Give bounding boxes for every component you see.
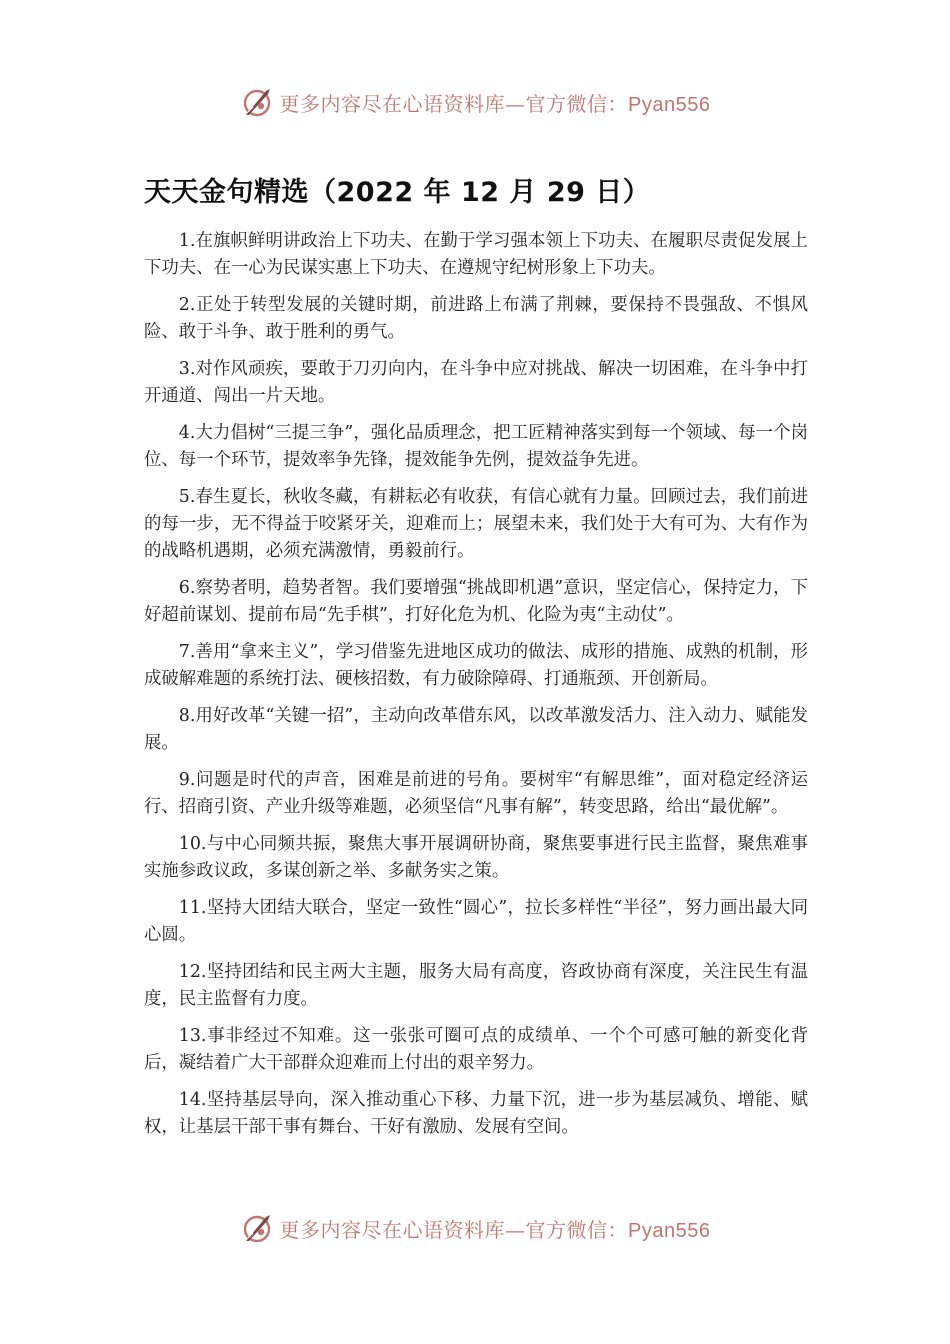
list-item: 3.对作风顽疾，要敢于刀刃向内，在斗争中应对挑战、解决一切困难，在斗争中打开通道、闯出一片天地。 <box>144 359 808 406</box>
footer-banner <box>0 1208 950 1248</box>
banner-slogan: 更多内容尽在心语资料库—官方微信： <box>279 91 629 116</box>
list-item: 12.坚持团结和民主两大主题，服务大局有高度，咨政协商有深度，关注民生有温度，民主监督有力度。 <box>144 962 808 1009</box>
quill-pen-circle-icon <box>240 85 274 119</box>
list-item: 9.问题是时代的声音，困难是前进的号角。要树牢“有解思维”，面对稳定经济运行、招商引资、产业升级等难题，必须坚信“凡事有解”，转变思路，给出“最优解”。 <box>144 770 808 817</box>
list-item: 2.正处于转型发展的关键时期，前进路上布满了荆棘，要保持不畏强敌、不惧风险、敢于斗争、敢于胜利的勇气。 <box>144 295 808 342</box>
list-item: 10.与中心同频共振，聚焦大事开展调研协商，聚焦要事进行民主监督，聚焦难事实施参政议政，多谋创新之举、多献务实之策。 <box>144 834 808 881</box>
banner-wechat-id: Pyan556 <box>628 1219 711 1242</box>
banner-text <box>280 1214 711 1243</box>
list-item: 7.善用“拿来主义”，学习借鉴先进地区成功的做法、成形的措施、成熟的机制，形成破解难题的系统打法、硬核招数，有力破除障碍、打通瓶颈、开创新局。 <box>144 642 808 689</box>
header-banner <box>0 82 950 122</box>
list-item: 1.在旗帜鲜明讲政治上下功夫、在勤于学习强本领上下功夫、在履职尽责促发展上下功夫、在一心为民谋实惠上下功夫、在遵规守纪树形象上下功夫。 <box>144 231 808 278</box>
banner-text <box>280 88 711 117</box>
quill-pen-circle-icon <box>240 1211 274 1245</box>
page-title: 天天金句精选（2022 年 12 月 29 日） <box>144 177 651 208</box>
quote-list <box>144 228 808 1151</box>
banner-wechat-id: Pyan556 <box>628 93 711 116</box>
list-item: 11.坚持大团结大联合，坚定一致性“圆心”，拉长多样性“半径”，努力画出最大同心圆。 <box>144 898 808 945</box>
list-item: 13.事非经过不知难。这一张张可圈可点的成绩单、一个个可感可触的新变化背后，凝结着广大干部群众迎难而上付出的艰辛努力。 <box>144 1026 808 1073</box>
list-item: 14.坚持基层导向，深入推动重心下移、力量下沉，进一步为基层减负、增能、赋权，让基层干部干事有舞台、干好有激励、发展有空间。 <box>144 1090 808 1137</box>
list-item: 4.大力倡树“三提三争”，强化品质理念，把工匠精神落实到每一个领域、每一个岗位、每一个环节，提效率争先锋，提效能争先例，提效益争先进。 <box>144 423 808 470</box>
list-item: 8.用好改革“关键一招”，主动向改革借东风，以改革激发活力、注入动力、赋能发展。 <box>144 706 808 753</box>
list-item: 5.春生夏长，秋收冬藏，有耕耘必有收获，有信心就有力量。回顾过去，我们前进的每一步，无不得益于咬紧牙关，迎难而上；展望未来，我们处于大有可为、大有作为的战略机遇期，必须充满激情，勇毅前行。 <box>144 487 808 561</box>
banner-slogan: 更多内容尽在心语资料库—官方微信： <box>279 1217 629 1242</box>
list-item: 6.察势者明，趋势者智。我们要增强“挑战即机遇”意识，坚定信心，保持定力，下好超前谋划、提前布局“先手棋”，打好化危为机、化险为夷“主动仗”。 <box>144 578 808 625</box>
